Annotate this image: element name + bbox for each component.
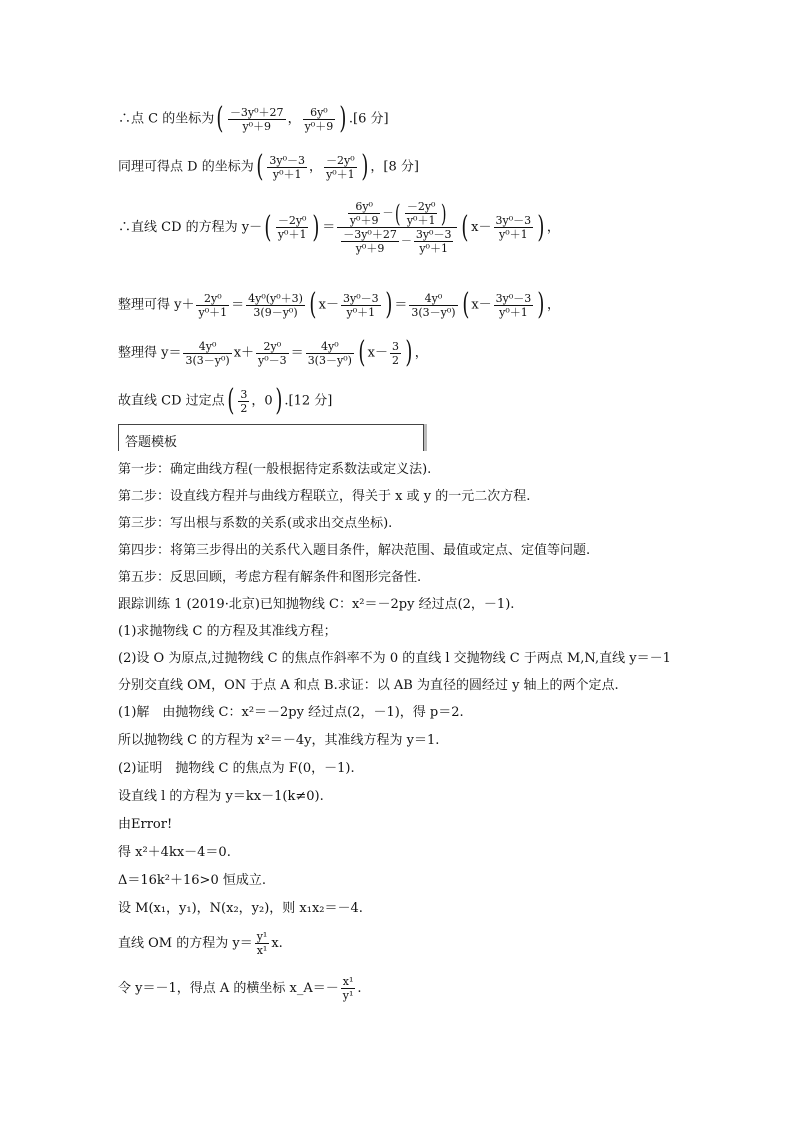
solution-line-7: Δ＝16k²＋16>0 恒成立. <box>118 873 266 888</box>
text: 同理可得点 D 的坐标为 <box>118 159 254 175</box>
point-d-coordinates: 同理可得点 D 的坐标为( $\frac{\text{3y⁰－3}}{\text{y⁰＋1}}$ ， $\frac{\text{－2y⁰}}{\text{y⁰＋1}}$ ) ，[8 分] <box>118 149 419 184</box>
complex-fraction: $\frac{\text{6y⁰}}{\text{y⁰＋9}}$ －( $\frac{\text{－2y⁰}}{\text{y⁰＋1}}$ ) $\frac{\text{－3y⁰＋27}}{\text{y⁰＋9}}$ － $\frac{\text{3y⁰－3}}{\text{y⁰＋1}}$ <box>337 200 457 255</box>
step-3: 第三步：写出根与系数的关系(或求出交点坐标). <box>118 516 393 531</box>
line-cd-equation: ∴直线 CD 的方程为 y－( $\frac{\text{－2y⁰}}{\text{y⁰＋1}}$ ) ＝ $\frac{\text{6y⁰}}{\text{y⁰＋9}}$ －( $\frac{\text{－2y⁰}}{\text{y⁰＋1}}$ ) $\frac{\text{－3y⁰＋27}}{\text{y⁰＋9}}$ － $\frac{\text{3y⁰－3}}{\text{y⁰＋1}}$ ( x－ $\frac{\text{3y⁰－3}}{\text{y⁰＋1}}$ ) ， <box>118 199 560 255</box>
answer-template-box <box>118 424 424 451</box>
text: ∴点 C 的坐标为 <box>118 111 215 127</box>
template-title: 答题模板 <box>125 435 178 450</box>
fixed-point-conclusion: 故直线 CD 过定点( $\frac{3}{2}$ ，0) .[12 分] <box>118 383 333 418</box>
solution-line-8: 设 M(x₁，y₁)，N(x₂，y₂)，则 x₁x₂＝－4. <box>118 901 363 916</box>
text: 整理得 y＝ <box>118 345 182 361</box>
text: ∴直线 CD 的方程为 y－ <box>118 220 263 235</box>
fraction: $\frac{\text{x¹}}{\text{y¹}}$ <box>342 975 354 1002</box>
fraction: $\frac{\text{－3y⁰＋27}}{\text{y⁰＋9}}$ <box>229 105 284 133</box>
text: 整理可得 y＋ <box>118 297 195 313</box>
exercise-question-2-line-1: (2)设 O 为原点,过抛物线 C 的焦点作斜率不为 0 的直线 l 交抛物线 C 于两点 M,N,直线 y＝－1 <box>118 651 671 666</box>
solution-line-6: 得 x²＋4kx－4＝0. <box>118 845 231 860</box>
solution-line-3: (2)证明 抛物线 C 的焦点为 F(0，－1). <box>118 761 355 776</box>
exercise-question-2-line-2: 分别交直线 OM，ON 于点 A 和点 B.求证：以 AB 为直径的圆经过 y 轴上的两个定点. <box>118 678 619 693</box>
fraction: $\frac{\text{－2y⁰}}{\text{y⁰＋1}}$ <box>277 214 307 241</box>
step-4: 第四步：将第三步得出的关系代入题目条件，解决范围、最值或定点、定值等问题. <box>118 543 591 558</box>
exercise-question-1: (1)求抛物线 C 的方程及其准线方程； <box>118 624 337 639</box>
point-c-coordinates: ∴点 C 的坐标为( $\frac{\text{－3y⁰＋27}}{\text{y⁰＋9}}$ ， $\frac{\text{6y⁰}}{\text{y⁰＋9}}$ ) .[6 分] <box>118 101 389 136</box>
fraction: $\frac{\text{3y⁰－3}}{\text{y⁰＋1}}$ <box>269 153 306 181</box>
score-label: ，[8 分] <box>370 159 419 175</box>
score-label: .[6 分] <box>348 111 389 127</box>
step-2: 第二步：设直线方程并与曲线方程联立，得关于 x 或 y 的一元二次方程. <box>118 489 531 504</box>
solution-line-5: 由Error! <box>118 817 173 832</box>
solution-line-2: 所以抛物线 C 的方程为 x²＝－4y，其准线方程为 y＝1. <box>118 733 440 748</box>
exercise-intro: 跟踪训练 1 (2019·北京)已知抛物线 C：x²＝－2py 经过点(2，－1). <box>118 597 515 612</box>
step-5: 第五步：反思回顾，考虑方程有解条件和图形完备性. <box>118 570 422 585</box>
fraction: $\frac{\text{3y⁰－3}}{\text{y⁰＋1}}$ <box>495 214 532 241</box>
solution-line-1: (1)解 由抛物线 C：x²＝－2py 经过点(2，－1)，得 p＝2. <box>118 705 464 720</box>
solution-line-10: 令 y＝－1，得点 A 的横坐标 x_A＝－ $\frac{\text{x¹}}{\text{y¹}}$ . <box>118 975 362 1002</box>
text: 故直线 CD 过定点 <box>118 393 225 409</box>
step-1: 第一步：确定曲线方程(一般根据待定系数法或定义法). <box>118 462 432 477</box>
fraction: $\frac{\text{y¹}}{\text{x¹}}$ <box>256 930 268 957</box>
solution-line-9: 直线 OM 的方程为 y＝ $\frac{\text{y¹}}{\text{x¹}}$ x. <box>118 930 283 957</box>
simplification-step-2: 整理得 y＝ $\frac{\text{4y⁰}}{\text{3(3－y⁰)}}$ x＋ $\frac{\text{2y⁰}}{\text{y⁰－3}}$ ＝ $\frac{\text{4y⁰}}{\text{3(3－y⁰)}}$ ( x－ $\frac{3}{2}$ ) ， <box>118 335 428 370</box>
solution-line-4: 设直线 l 的方程为 y＝kx－1(k≠0). <box>118 789 324 804</box>
simplification-step-1: 整理可得 y＋ $\frac{\text{2y⁰}}{\text{y⁰＋1}}$ ＝ $\frac{\text{4y⁰(y⁰＋3)}}{\text{3(9－y⁰)}}$ ( x－ $\frac{\text{3y⁰－3}}{\text{y⁰＋1}}$ ) ＝ $\frac{\text{4y⁰}}{\text{3(3－y⁰)}}$ ( x－ $\frac{\text{3y⁰－3}}{\text{y⁰＋1}}$ ) ， <box>118 287 561 322</box>
fraction: $\frac{\text{－2y⁰}}{\text{y⁰＋1}}$ <box>326 153 355 181</box>
score-label: .[12 分] <box>284 393 333 409</box>
fraction: $\frac{\text{6y⁰}}{\text{y⁰＋9}}$ <box>304 105 334 133</box>
